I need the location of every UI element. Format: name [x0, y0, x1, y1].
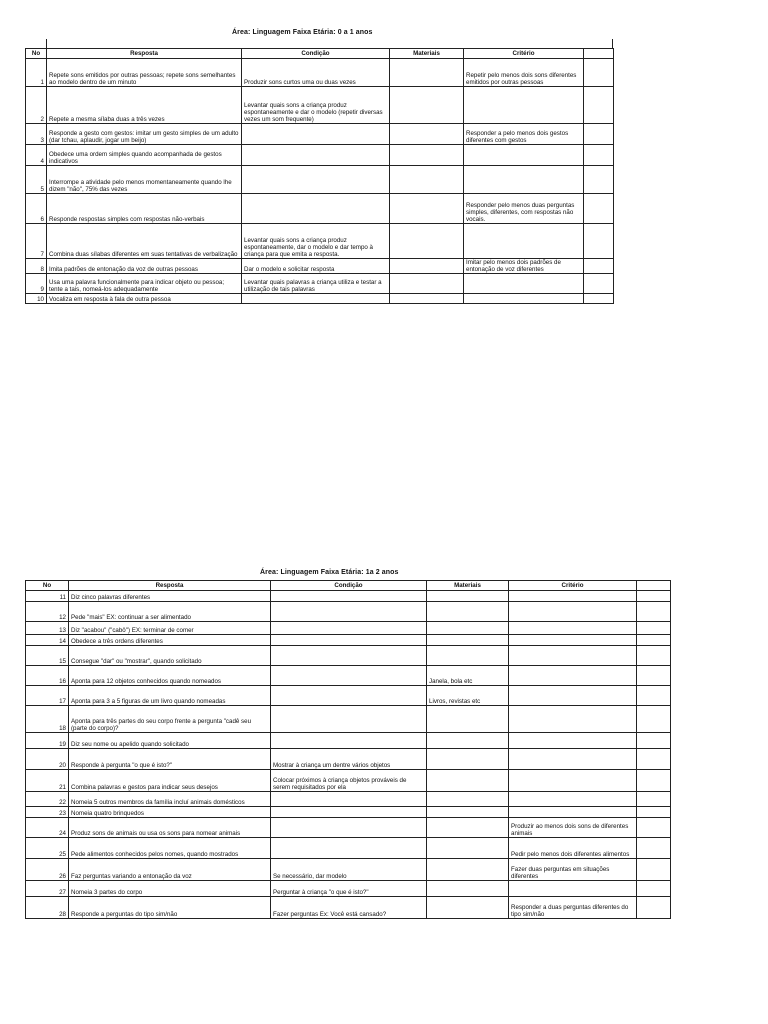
table-row [26, 194, 614, 224]
cell-condicao: Levantar quais sons a criança produz espontaneamente, dar o modelo e dar tempo à criança para que emita a resposta. [242, 224, 390, 259]
cell-materiais [427, 602, 509, 622]
cell-resposta: Responde respostas simples com respostas não-verbais [47, 194, 242, 224]
cell-extra [637, 749, 671, 770]
header-criterio: Critério [509, 581, 637, 591]
cell-criterio: Responder pelo menos duas perguntas simples, diferentes, com respostas não vocais. [464, 194, 584, 224]
table-row [26, 259, 614, 274]
cell-no: 7 [26, 224, 47, 259]
cell-resposta: Pede alimentos conhecidos pelos nomes, quando mostrados [69, 838, 271, 859]
table-row [26, 706, 671, 733]
cell-materiais [427, 733, 509, 749]
cell-condicao: Se necessário, dar modelo [271, 859, 427, 881]
cell-extra [637, 686, 671, 706]
table-row [26, 145, 614, 166]
cell-condicao [271, 807, 427, 818]
cell-extra [637, 859, 671, 881]
cell-no: 19 [26, 733, 69, 749]
cell-criterio [509, 807, 637, 818]
cell-criterio: Responder a pelo menos dois gestos diferentes com gestos [464, 124, 584, 145]
cell-no: 12 [26, 602, 69, 622]
cell-extra [584, 166, 614, 194]
cell-condicao [271, 733, 427, 749]
cell-criterio: Produzir ao menos dois sons de diferentes animais [509, 818, 637, 838]
cell-condicao [242, 294, 390, 304]
cell-condicao [271, 646, 427, 666]
cell-no: 24 [26, 818, 69, 838]
cell-extra [584, 59, 614, 87]
frame-line [612, 39, 613, 48]
cell-extra [637, 818, 671, 838]
table-row [26, 770, 671, 792]
cell-no: 20 [26, 749, 69, 770]
cell-resposta: Repete a mesma sílaba duas a três vezes [47, 87, 242, 124]
cell-extra [637, 733, 671, 749]
cell-no: 28 [26, 897, 69, 919]
cell-condicao: Perguntar à criança "o que é isto?" [271, 881, 427, 897]
table-row [26, 591, 671, 602]
table-1-2-anos [25, 580, 671, 919]
cell-criterio [509, 881, 637, 897]
cell-materiais [427, 897, 509, 919]
cell-materiais [427, 770, 509, 792]
cell-materiais [390, 124, 464, 145]
cell-materiais: Janela, bola etc [427, 666, 509, 686]
cell-condicao [271, 706, 427, 733]
cell-criterio [509, 646, 637, 666]
cell-resposta: Imita padrões de entonação da voz de outras pessoas [47, 259, 242, 274]
cell-condicao: Levantar quais sons a criança produz espontaneamente e dar o modelo (repetir diversas vezes um som frequente) [242, 87, 390, 124]
cell-condicao [242, 194, 390, 224]
cell-no: 1 [26, 59, 47, 87]
cell-extra [637, 897, 671, 919]
cell-criterio [509, 733, 637, 749]
cell-condicao [242, 124, 390, 145]
table-row [26, 807, 671, 818]
table-row [26, 274, 614, 294]
cell-no: 11 [26, 591, 69, 602]
cell-no: 3 [26, 124, 47, 145]
table-row [26, 838, 671, 859]
cell-resposta: Diz cinco palavras diferentes [69, 591, 271, 602]
cell-extra [584, 194, 614, 224]
cell-condicao: Fazer perguntas Ex: Você está cansado? [271, 897, 427, 919]
cell-resposta: Nomeia 3 partes do corpo [69, 881, 271, 897]
cell-no: 5 [26, 166, 47, 194]
cell-extra [584, 87, 614, 124]
cell-extra [637, 602, 671, 622]
cell-no: 8 [26, 259, 47, 274]
cell-resposta: Faz perguntas variando a entonação da voz [69, 859, 271, 881]
cell-criterio [464, 274, 584, 294]
cell-no: 22 [26, 792, 69, 807]
header-condicao: Condição [242, 49, 390, 59]
table-row [26, 602, 671, 622]
cell-resposta: Responde a gesto com gestos: imitar um gesto simples de um adulto (dar tchau, aplaudir, jogar um beijo) [47, 124, 242, 145]
table-row [26, 818, 671, 838]
cell-condicao: Dar o modelo e solicitar resposta [242, 259, 390, 274]
cell-extra [584, 145, 614, 166]
header-resposta: Resposta [47, 49, 242, 59]
cell-no: 14 [26, 635, 69, 646]
cell-resposta: Diz seu nome ou apelido quando solicitado [69, 733, 271, 749]
table-row [26, 733, 671, 749]
cell-materiais [427, 706, 509, 733]
cell-criterio: Fazer duas perguntas em situações diferentes [509, 859, 637, 881]
table-row [26, 87, 614, 124]
cell-condicao [242, 166, 390, 194]
cell-materiais [427, 635, 509, 646]
cell-materiais [390, 166, 464, 194]
table-row [26, 224, 614, 259]
cell-no: 26 [26, 859, 69, 881]
cell-extra [637, 646, 671, 666]
cell-no: 21 [26, 770, 69, 792]
cell-no: 9 [26, 274, 47, 294]
cell-extra [584, 259, 614, 274]
cell-no: 18 [26, 706, 69, 733]
table-row [26, 666, 671, 686]
cell-criterio [509, 749, 637, 770]
cell-criterio [464, 166, 584, 194]
cell-no: 23 [26, 807, 69, 818]
header-extra [637, 581, 671, 591]
table-row [26, 749, 671, 770]
cell-materiais [390, 274, 464, 294]
cell-criterio: Imitar pelo menos dois padrões de entonação de voz diferentes [464, 259, 584, 274]
frame-line [46, 39, 47, 48]
cell-extra [637, 792, 671, 807]
cell-materiais [390, 224, 464, 259]
cell-extra [584, 294, 614, 304]
cell-resposta: Aponta para 3 a 5 figuras de um livro quando nomeadas [69, 686, 271, 706]
cell-no: 4 [26, 145, 47, 166]
cell-resposta: Responde à pergunta "o que é isto?" [69, 749, 271, 770]
cell-criterio [509, 635, 637, 646]
cell-condicao [271, 666, 427, 686]
cell-criterio [509, 666, 637, 686]
cell-resposta: Obedece a três ordens diferentes [69, 635, 271, 646]
cell-criterio [464, 87, 584, 124]
cell-resposta: Consegue "dar" ou "mostrar", quando solicitado [69, 646, 271, 666]
cell-materiais [390, 145, 464, 166]
table-row [26, 897, 671, 919]
cell-extra [584, 224, 614, 259]
cell-resposta: Aponta para 12 objetos conhecidos quando nomeados [69, 666, 271, 686]
cell-no: 17 [26, 686, 69, 706]
cell-resposta: Nomeia 5 outros membros da família incluí animais domésticos [69, 792, 271, 807]
cell-materiais [427, 881, 509, 897]
header-no: No [26, 581, 69, 591]
table-row [26, 686, 671, 706]
cell-materiais [427, 591, 509, 602]
table-row [26, 792, 671, 807]
cell-materiais [390, 194, 464, 224]
cell-criterio [464, 145, 584, 166]
table-row [26, 622, 671, 635]
cell-extra [584, 274, 614, 294]
cell-condicao [271, 686, 427, 706]
header-condicao: Condição [271, 581, 427, 591]
cell-criterio: Responder a duas perguntas diferentes do tipo sim/não [509, 897, 637, 919]
cell-no: 13 [26, 622, 69, 635]
cell-resposta: Nomeia quatro brinquedos [69, 807, 271, 818]
cell-extra [637, 591, 671, 602]
cell-materiais [427, 622, 509, 635]
cell-extra [637, 622, 671, 635]
cell-extra [637, 881, 671, 897]
cell-resposta: Responde a perguntas do tipo sim/não [69, 897, 271, 919]
table-row [26, 59, 614, 87]
table-row [26, 124, 614, 145]
cell-condicao: Mostrar à criança um dentre vários objetos [271, 749, 427, 770]
cell-extra [637, 807, 671, 818]
cell-extra [637, 666, 671, 686]
cell-resposta: Repete sons emitidos por outras pessoas; repete sons semelhantes ao modelo dentro de um minuto [47, 59, 242, 87]
cell-resposta: Vocaliza em resposta à fala de outra pessoa [47, 294, 242, 304]
cell-resposta: Combina palavras e gestos para indicar seus desejos [69, 770, 271, 792]
cell-criterio [509, 792, 637, 807]
cell-resposta: Obedece uma ordem simples quando acompanhada de gestos indicativos [47, 145, 242, 166]
cell-no: 27 [26, 881, 69, 897]
cell-resposta: Produz sons de animais ou usa os sons para nomear animais [69, 818, 271, 838]
cell-materiais [427, 646, 509, 666]
cell-no: 15 [26, 646, 69, 666]
cell-materiais: Livros, revistas etc [427, 686, 509, 706]
header-extra [584, 49, 614, 59]
cell-condicao [271, 792, 427, 807]
cell-criterio [509, 602, 637, 622]
cell-resposta: Pede "mais" EX: continuar a ser alimentado [69, 602, 271, 622]
cell-criterio [509, 591, 637, 602]
cell-materiais [427, 749, 509, 770]
cell-materiais [390, 294, 464, 304]
cell-extra [637, 635, 671, 646]
cell-materiais [390, 59, 464, 87]
cell-no: 16 [26, 666, 69, 686]
cell-materiais [427, 859, 509, 881]
cell-no: 2 [26, 87, 47, 124]
cell-materiais [427, 818, 509, 838]
cell-criterio [464, 224, 584, 259]
cell-condicao: Colocar próximos à criança objetos prováveis de serem requisitados por ela [271, 770, 427, 792]
table-header [26, 49, 614, 59]
cell-condicao: Produzir sons curtos uma ou duas vezes [242, 59, 390, 87]
cell-condicao [271, 591, 427, 602]
cell-resposta: Diz "acabou" ("cabô") EX: terminar de comer [69, 622, 271, 635]
cell-criterio [464, 294, 584, 304]
cell-materiais [390, 87, 464, 124]
cell-condicao [271, 818, 427, 838]
header-materiais: Materiais [390, 49, 464, 59]
cell-criterio [509, 770, 637, 792]
cell-criterio [509, 686, 637, 706]
table-0-1-anos [25, 48, 614, 304]
table-row [26, 859, 671, 881]
cell-condicao [271, 602, 427, 622]
cell-materiais [427, 838, 509, 859]
cell-no: 25 [26, 838, 69, 859]
cell-resposta: Usa uma palavra funcionalmente para indicar objeto ou pessoa; tente a tais, nomeá-los adequadamente [47, 274, 242, 294]
table-row [26, 166, 614, 194]
cell-condicao [271, 635, 427, 646]
cell-condicao [271, 622, 427, 635]
cell-condicao [242, 145, 390, 166]
cell-resposta: Combina duas sílabas diferentes em suas tentativas de verbalização [47, 224, 242, 259]
cell-condicao: Levantar quais palavras a criança utiliza e testar a utilização de tais palavras [242, 274, 390, 294]
cell-criterio [509, 706, 637, 733]
table-header [26, 581, 671, 591]
cell-extra [584, 124, 614, 145]
cell-materiais [390, 259, 464, 274]
sheet-title: Área: Linguagem Faixa Etária: 0 a 1 anos [232, 29, 373, 36]
header-no: No [26, 49, 47, 59]
cell-materiais [427, 792, 509, 807]
header-materiais: Materiais [427, 581, 509, 591]
cell-condicao [271, 838, 427, 859]
table-row [26, 294, 614, 304]
cell-no: 6 [26, 194, 47, 224]
table-row [26, 881, 671, 897]
table-row [26, 635, 671, 646]
sheet-title: Área: Linguagem Faixa Etária: 1a 2 anos [260, 569, 399, 576]
cell-resposta: Aponta para três partes do seu corpo frente a pergunta "cadê seu (parte do corpo)? [69, 706, 271, 733]
cell-extra [637, 706, 671, 733]
cell-resposta: Interrompe a atividade pelo menos momentaneamente quando lhe dizem "não", 75% das vezes [47, 166, 242, 194]
header-criterio: Critério [464, 49, 584, 59]
cell-criterio: Pedir pelo menos dois diferentes alimentos [509, 838, 637, 859]
cell-no: 10 [26, 294, 47, 304]
cell-extra [637, 770, 671, 792]
cell-materiais [427, 807, 509, 818]
header-resposta: Resposta [69, 581, 271, 591]
cell-criterio: Repetir pelo menos dois sons diferentes emitidos por outras pessoas [464, 59, 584, 87]
cell-extra [637, 838, 671, 859]
cell-criterio [509, 622, 637, 635]
table-row [26, 646, 671, 666]
